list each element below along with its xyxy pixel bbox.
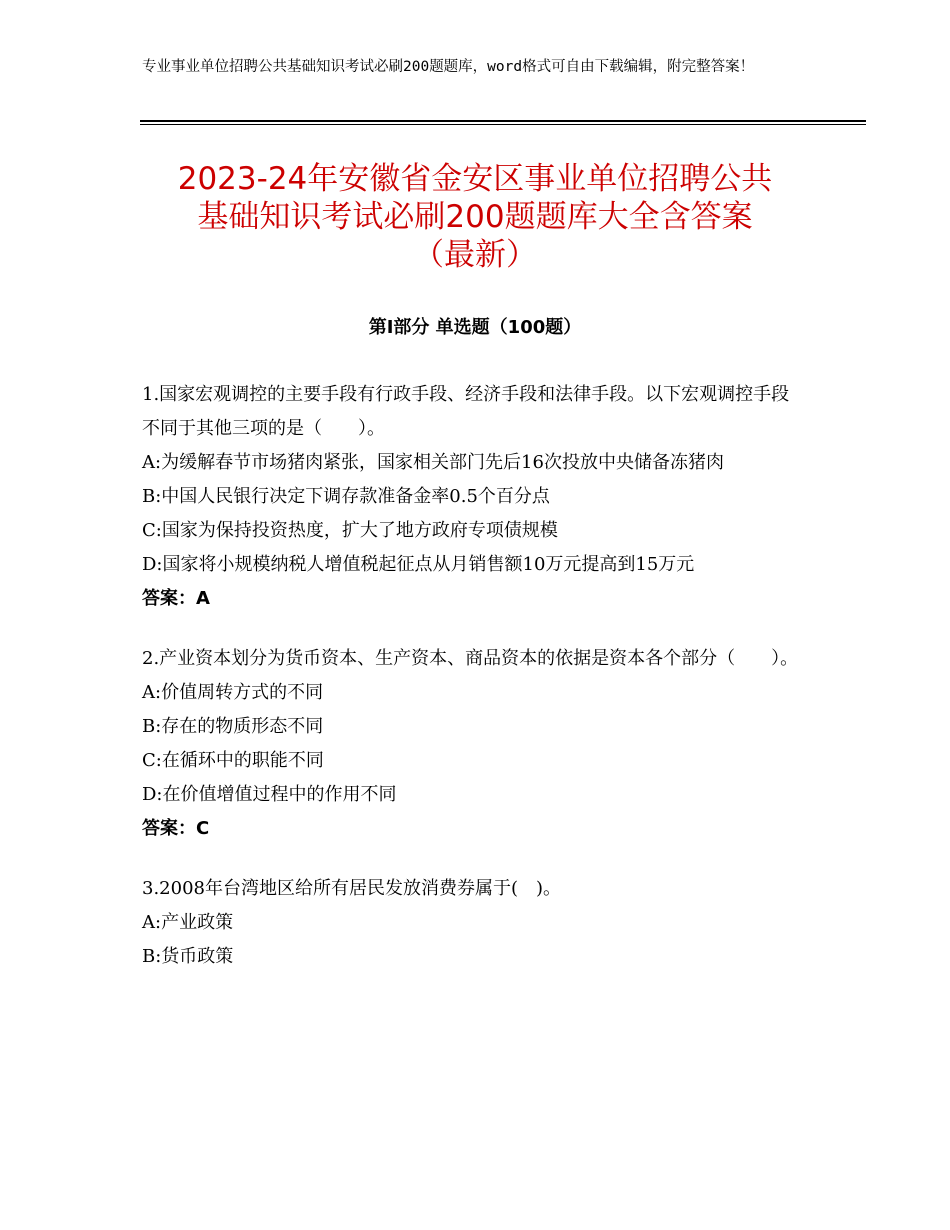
- answer: 答案：C: [142, 818, 210, 839]
- question-2: [142, 642, 807, 846]
- document-title: [100, 160, 850, 274]
- title-line-2: 基础知识考试必刷200题题库大全含答案: [197, 199, 753, 235]
- option-b: B:货币政策: [142, 946, 234, 967]
- question-stem: 2.产业资本划分为货币资本、生产资本、商品资本的依据是资本各个部分（ ）。: [142, 648, 799, 669]
- answer: 答案：A: [142, 588, 210, 609]
- question-list: [142, 378, 807, 1000]
- option-a: A:价值周转方式的不同: [142, 682, 324, 703]
- question-stem: 3.2008年台湾地区给所有居民发放消费券属于( )。: [142, 878, 562, 899]
- title-line-3: （最新）: [413, 237, 537, 273]
- question-3: [142, 872, 807, 974]
- option-c: C:在循环中的职能不同: [142, 750, 324, 771]
- title-line-1: 2023-24年安徽省金安区事业单位招聘公共: [177, 161, 773, 197]
- option-d: D:国家将小规模纳税人增值税起征点从月销售额10万元提高到15万元: [142, 554, 695, 575]
- option-c: C:国家为保持投资热度，扩大了地方政府专项债规模: [142, 520, 558, 541]
- option-b: B:中国人民银行决定下调存款准备金率0.5个百分点: [142, 486, 550, 507]
- option-a: A:为缓解春节市场猪肉紧张，国家相关部门先后16次投放中央储备冻猪肉: [142, 452, 724, 473]
- header-rule-thick: [140, 120, 866, 122]
- section-heading: 第Ⅰ部分 单选题（100题）: [368, 317, 582, 338]
- question-stem: 1.国家宏观调控的主要手段有行政手段、经济手段和法律手段。以下宏观调控手段不同于其他三项的是（ ）。: [142, 384, 790, 439]
- option-d: D:在价值增值过程中的作用不同: [142, 784, 397, 805]
- option-a: A:产业政策: [142, 912, 234, 933]
- question-1: [142, 378, 807, 616]
- header-note: 专业事业单位招聘公共基础知识考试必刷200题题库，word格式可自由下载编辑，附完整答案！: [142, 59, 755, 75]
- header-rule-thin: [140, 124, 866, 125]
- option-b: B:存在的物质形态不同: [142, 716, 324, 737]
